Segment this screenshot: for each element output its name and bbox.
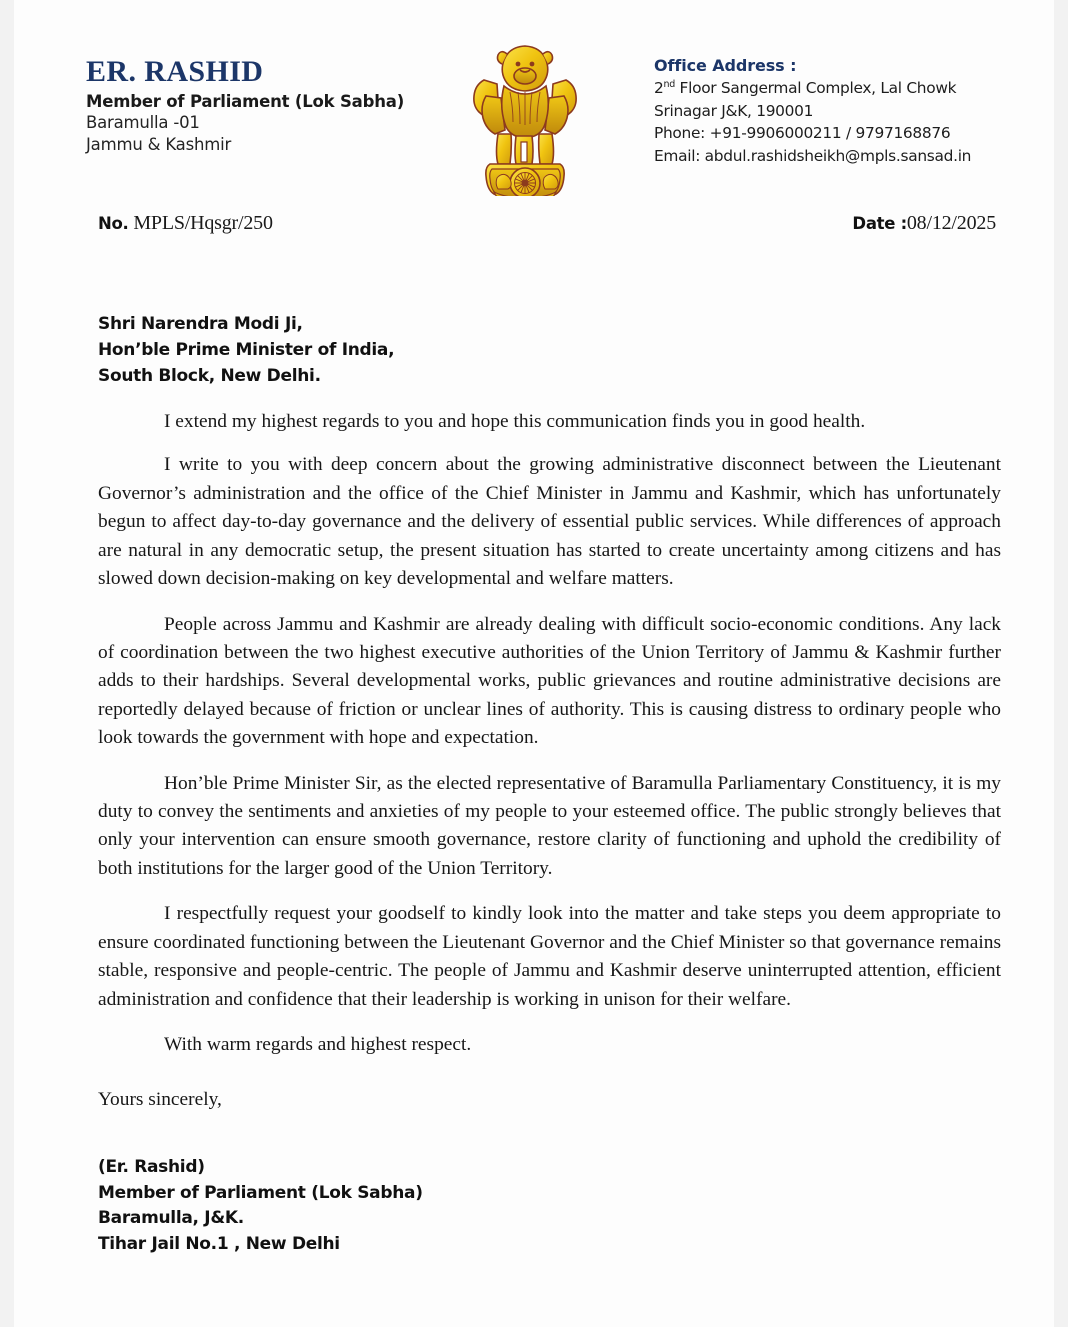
signature-block bbox=[98, 1155, 658, 1257]
sender-state: Jammu & Kashmir bbox=[86, 135, 232, 155]
signer-role: Member of Parliament (Lok Sabha) bbox=[98, 1182, 423, 1203]
body-paragraph-3: People across Jammu and Kashmir are already dealing with difficult socio-economic conditions. Any lack of coordination between the two highest executive authorities of the Union Territory of Jammu & Kashmir further adds to their hardships. Several developmental works, public grievances and routine administrative decisions are reportedly delayed because of friction or unclear lines of authority. This is causing distress to ordinary people who look towards the government with hope and expectation. bbox=[98, 613, 1001, 749]
page-right-margin-strip bbox=[1054, 0, 1068, 1327]
reference-number bbox=[98, 212, 273, 235]
office-address-street: Floor Sangermal Complex, Lal Chowk bbox=[674, 79, 957, 98]
body-paragraph-4: Hon’ble Prime Minister Sir, as the elected representative of Baramulla Parliamentary Constituency, it is my duty to convey the sentiments and anxieties of my people to your esteemed office. The public strongly believes that only your intervention can ensure smooth governance, restore clarity of functioning and uphold the credibility of both institutions for the larger good of the Union Territory. bbox=[98, 772, 1001, 879]
letter-body bbox=[98, 408, 1001, 1111]
addressee-name: Shri Narendra Modi Ji, bbox=[98, 314, 303, 334]
signer-location: Tihar Jail No.1 , New Delhi bbox=[98, 1233, 340, 1254]
body-paragraph-1: I extend my highest regards to you and hope this communication finds you in good health. bbox=[164, 411, 866, 432]
closing-line: With warm regards and highest respect. bbox=[164, 1034, 472, 1056]
office-phone-line: Phone: +91-9906000211 / 9797168876 bbox=[654, 124, 951, 143]
reference-number-label: No. bbox=[98, 214, 129, 233]
date-label: Date : bbox=[852, 214, 907, 233]
reference-number-value: MPLS/Hqsgr/250 bbox=[128, 212, 273, 234]
letterhead-sender-block bbox=[86, 56, 456, 156]
addressee-address: South Block, New Delhi. bbox=[98, 365, 321, 386]
office-address-heading: Office Address : bbox=[654, 56, 797, 75]
office-email-line: Email: abdul.rashidsheikh@mpls.sansad.in bbox=[654, 146, 972, 165]
signer-constituency: Baramulla, J&K. bbox=[98, 1208, 244, 1228]
office-address-line-2: Srinagar J&K, 190001 bbox=[654, 101, 814, 120]
letter-date bbox=[852, 212, 996, 235]
ashoka-emblem-icon bbox=[464, 28, 586, 196]
signer-name: (Er. Rashid) bbox=[98, 1157, 205, 1177]
ashoka-chakra bbox=[510, 168, 540, 196]
page-left-margin-strip bbox=[0, 0, 14, 1327]
reference-date-row bbox=[98, 212, 996, 244]
body-paragraph-5: I respectfully request your goodself to kindly look into the matter and take steps you deem appropriate to ensure coordinated functioning between the Lieutenant Governor and the Chief Minister so that governance remains stable, responsive and people-centric. The people of Jammu and Kashmir deserve uninterrupted attention, efficient administration and confidence that their leadership is working in unison for their welfare. bbox=[98, 903, 1001, 1010]
sender-constituency: Baramulla -01 bbox=[86, 113, 200, 133]
floor-ordinal-suffix: nd bbox=[663, 79, 675, 91]
page-title: ER. RASHID bbox=[86, 55, 264, 88]
date-value: 08/12/2025 bbox=[906, 212, 996, 234]
valediction: Yours sincerely, bbox=[98, 1089, 222, 1111]
addressee-title: Hon’ble Prime Minister of India, bbox=[98, 339, 395, 360]
letterhead bbox=[86, 44, 1020, 194]
floor-number: 2 bbox=[654, 79, 664, 98]
body-paragraph-2: I write to you with deep concern about the growing administrative disconnect between the Lieutenant Governor’s administration and the office of the Chief Minister in Jammu and Kashmir, which has unfortunately begun to affect day-to-day governance and the delivery of essential public services. While differences of approach are natural in any democratic setup, the present situation has started to create uncertainty among citizens and has slowed down decision-making on key developmental and welfare matters. bbox=[98, 454, 1001, 590]
addressee-block bbox=[98, 312, 618, 389]
sender-role: Member of Parliament (Lok Sabha) bbox=[86, 91, 405, 111]
office-address-block bbox=[654, 54, 1024, 167]
office-address-line-1 bbox=[654, 77, 1024, 99]
